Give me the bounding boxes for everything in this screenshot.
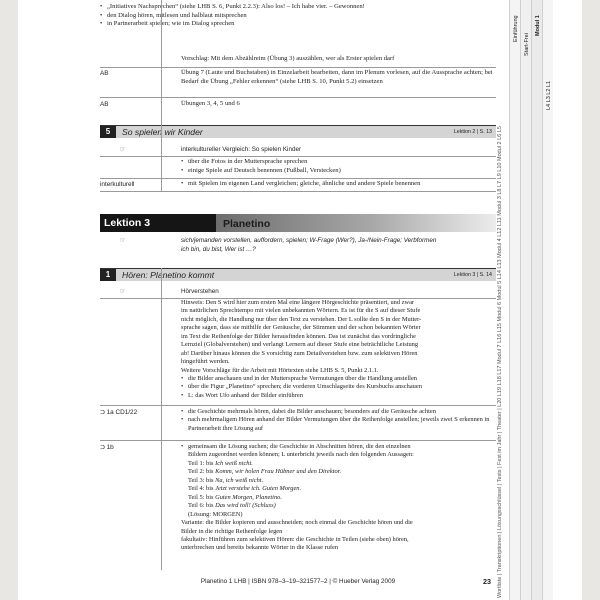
teil-line [181,477,496,485]
teil-quote: Jetzt verstehe ich. Guten Morgen. [215,485,302,493]
hinweis-line: Lernziel (Globalverstehen) und verlangt Lernern auf dieser Stufe eine beträchtliche Leistung [181,341,419,349]
side-tab-theater[interactable]: Theater [497,411,503,431]
audio-track-label [100,409,137,417]
audio-track-text: 1a CD1/22 [106,409,138,416]
column-divider [161,268,162,570]
hinweis-line: sprache sagen, dass sie mithilfe der Geräusche, der Stimmen und der schon bekannten Wörter [181,324,421,332]
teil-quote: Komm, wir holen Frau Hübner und den Direktor. [215,468,342,476]
section-header [100,125,496,138]
interkulturell-label: interkulturell [100,181,135,188]
hinweis-line: Hinweis: Den S wird hier zum ersten Mal eine längere Hörgeschichte präsentiert, und zwar [181,299,415,306]
lernziel-text: interkultureller Vergleich: So spielen Kinder [181,146,302,153]
side-column [509,0,520,600]
hinweis-line: hingeführt werden. [181,358,230,366]
side-tab-modul-4[interactable]: Modul 4 L12 L11 [497,217,503,258]
pointing-hand-icon: ☞ [120,237,126,244]
side-column [542,0,553,600]
side-tab-modul-1[interactable]: Modul 1 [535,15,541,36]
side-tab-tests[interactable]: Tests [497,469,503,483]
list-item: • mit Spielen im eigenen Land vergleichen; gleiche, ähnliche und andere Spiele benennen [181,180,496,189]
teil-prefix: Teil 5: bis [188,493,216,501]
teil-line [181,494,496,502]
side-tab-l16[interactable]: L16 L15 Modul 6 [497,301,503,343]
teil-prefix: Teil 3: bis [188,476,216,484]
side-column [520,0,531,600]
ab-label: AB [100,101,109,108]
list-item: • gemeinsam die Lösung suchen; die Geschichte in Abschnitten hören, die den einzelnen [181,443,411,450]
teil-line [181,502,496,510]
divider [100,178,496,179]
task-label [100,444,114,452]
side-tab-modul-2[interactable]: Modul 2 L6 L5 [497,126,503,161]
variante-line: Variante: die Bilder kopieren und ausschneiden; noch einmal die Geschichte hören und die [181,519,413,527]
teil-prefix: Teil 4: bis [188,485,216,493]
list-item: • die Geschichte mehrmals hören, dabei die Bilder anschauen; besonders auf die Geräusche achten [181,408,496,416]
interkulturell-bullets [181,180,496,189]
ab-exercise-text: Übung 7 (Laute und Buchstaben) in Einzelarbeit bearbeiten, dann im Plenum vorlesen, auf die Aussprache achten; bei Bedarf die Übung „Fehler erkennen“ (siehe LHB S. 10, Punkt 5.2) einsetzen [181,69,493,85]
divider [100,97,496,98]
column-divider [161,0,162,191]
divider [100,440,496,441]
divider [100,67,496,68]
teil-quote: Ich weiß nicht. [215,459,253,467]
lesson-title: Planetino [223,218,271,230]
list-item: • in Partnerarbeit spielen; wie im Dialog sprechen [100,20,496,29]
page-footer: Planetino 1 LHB | ISBN 978–3–19–321577–2 | © Hueber Verlag 2009 [200,578,396,585]
list-item: • einige Spiele auf Deutsch benennen (Fußball, Verstecken) [181,167,496,176]
task-1b-body [181,443,496,553]
vorschlag-text: Vorschlag: Mit dem Abzählreim (Übung 3) auszählen, wer als Erster spielen darf [181,55,395,62]
section-number: 5 [100,126,116,138]
hinweis-line: ab! Darüber hinaus können die S vorsichtig zum Detailverstehen bzw. zum selektiven Hören [181,349,418,357]
task-text: 1b [106,444,114,451]
intro-line: Bildern zugeordnet werden können; L unterbricht jeweils nach den folgenden Aussagen: [188,451,414,459]
teil-quote: Guten Morgen, Planetino. [215,493,282,501]
teil-prefix: Teil 2: bis [188,468,216,476]
section-reference: Lektion 2 | S. 13 [453,129,492,135]
side-tab-transkriptionen[interactable]: Transkriptionen [497,534,503,573]
teil-line [181,485,496,493]
variante-line: fakultativ: Hinführen zum selektiven Hören: die Geschichte in Teilen (siehe oben) hören, [181,535,409,543]
lesson-header [100,214,496,232]
side-tab-l20[interactable]: L20 L19 [497,386,503,407]
divider [100,191,496,192]
teil-quote: Na, ich weiß nicht. [215,476,264,484]
list-item: • „Initiatives Nachsprechen“ (siehe LHB S. 6, Punkt 2.2.3): Also los! – Ich habe vier. – Gewonnen! [100,3,496,12]
side-index-text: Wortliste | Transkriptionen | Lösungsschlüssel | Tests | Fest im Jahr | Theater | L20 L19 L18 L17 Modul 7 L16 L15 Modul 6 Modul 5 L14 L13 Modul 4 L12 L11 Modul 3 L8 L7 L9 L10 Modul 2 L6 L5 [497,126,503,598]
teil-line [181,460,496,468]
section-title: Hören: Planetino kommt [122,270,215,280]
side-tab-modul-3[interactable]: Modul 3 L8 L7 L9 L10 [497,162,503,216]
ab-label: AB [100,70,109,77]
section-title: So spielen wir Kinder [122,127,203,137]
hinweis-line: im Text die Reihenfolge der Bilder herausfinden können. Das ist zunächst das vordringliche [181,332,416,340]
hinweis-line: nicht möglich, die Handlung nur über den Text zu verstehen. Der L sollte den S in der Mutter- [181,315,422,323]
lesson-goals-line: sich/jemanden vorstellen, auffordern, spielen; W-Frage (Wer?), Ja-/Nein-Frage; Verbformen [181,237,437,244]
list-item: • die Bilder anschauen und in der Muttersprache Vermutungen über die Handlung anstellen [181,375,496,383]
teil-prefix: Teil 6: bis [188,502,216,510]
list-item: • L: das Wort Ufo anhand der Bilder einführen [181,392,496,400]
divider [100,405,496,406]
section-number: 1 [100,269,116,281]
side-tab-einfuehrung[interactable]: Einführung [513,15,519,42]
pointing-hand-icon: ☞ [120,146,126,153]
intro-line: gemeinsam die Lösung suchen; die Geschichte in Abschnitten hören, die den einzelnen [188,443,411,450]
ab-exercise-text: Übungen 3, 4, 5 und 6 [181,100,240,107]
section5-bullets [181,158,496,175]
top-bullet-list [100,3,496,29]
section1-bullets [181,375,496,400]
lesson-title-bar [216,214,496,232]
divider [100,156,496,157]
side-column [531,0,542,600]
teil-prefix: Teil 1: bis [188,459,216,467]
side-tab-start-frei[interactable]: Start-Frei [524,33,530,56]
cd-bullets [181,408,496,433]
teil-line [181,468,496,476]
side-tab-loesungsschluessel[interactable]: Lösungsschlüssel [497,486,503,531]
hinweis-paragraph [181,299,496,375]
variante-line: Bilder in die richtige Reihenfolge legen [181,527,283,535]
variante-line: unterbrechen und bereits bekannte Wörter in die Klasse rufen [181,544,339,552]
section-header [100,268,496,281]
side-tab-lessons[interactable]: L4 L3 L2 L1 [546,80,552,110]
hinweis-line: im natürlichen Sprechtempo mit vielen unbekannten Wörtern. Es ist für die S auf dieser Stufe [181,307,421,315]
side-tab-fest[interactable]: Fest im Jahr [497,434,503,465]
loesung-line: (Lösung: MORGEN) [188,510,243,518]
hinweis-line: Weitere Vorschläge für die Arbeit mit Hörtexten siehe LHB S. 5, Punkt 2.1.1. [181,366,379,374]
page-number: 23 [483,577,491,586]
lernziel-text: Hörverstehen [181,288,219,295]
teil-quote: Das wird toll! (Schluss) [215,502,276,510]
side-tab-modul-5[interactable]: Modul 5 L14 L13 [497,259,503,301]
side-tab-wortliste[interactable]: Wortliste [497,576,503,598]
list-item: • nach mehrmaligem Hören anhand der Bilder Vermutungen über die Reihenfolge anstellen; jeweils zwei S erkennen in Partnerarbeit ihre Lösung auf [181,416,496,433]
audio-cd-icon: ⮊ [100,409,105,416]
lesson-goals-line: ich bin, du bist, Wer ist …? [181,246,256,253]
list-item: • über die Fotos in der Muttersprache sprechen [181,158,496,167]
list-item: • den Dialog hören, mitlesen und halblaut mitsprechen [100,12,496,21]
audio-cd-icon: ⮊ [100,444,105,451]
list-item: • über die Figur „Planetino“ sprechen; die vorderen Umschlagseite des Kursbuchs anschauen [181,383,496,391]
section-reference: Lektion 3 | S. 14 [453,272,492,278]
side-tab-l18[interactable]: L18 L17 Modul 7 [497,344,503,386]
lesson-label: Lektion 3 [100,214,216,232]
pointing-hand-icon: ☞ [120,288,126,295]
